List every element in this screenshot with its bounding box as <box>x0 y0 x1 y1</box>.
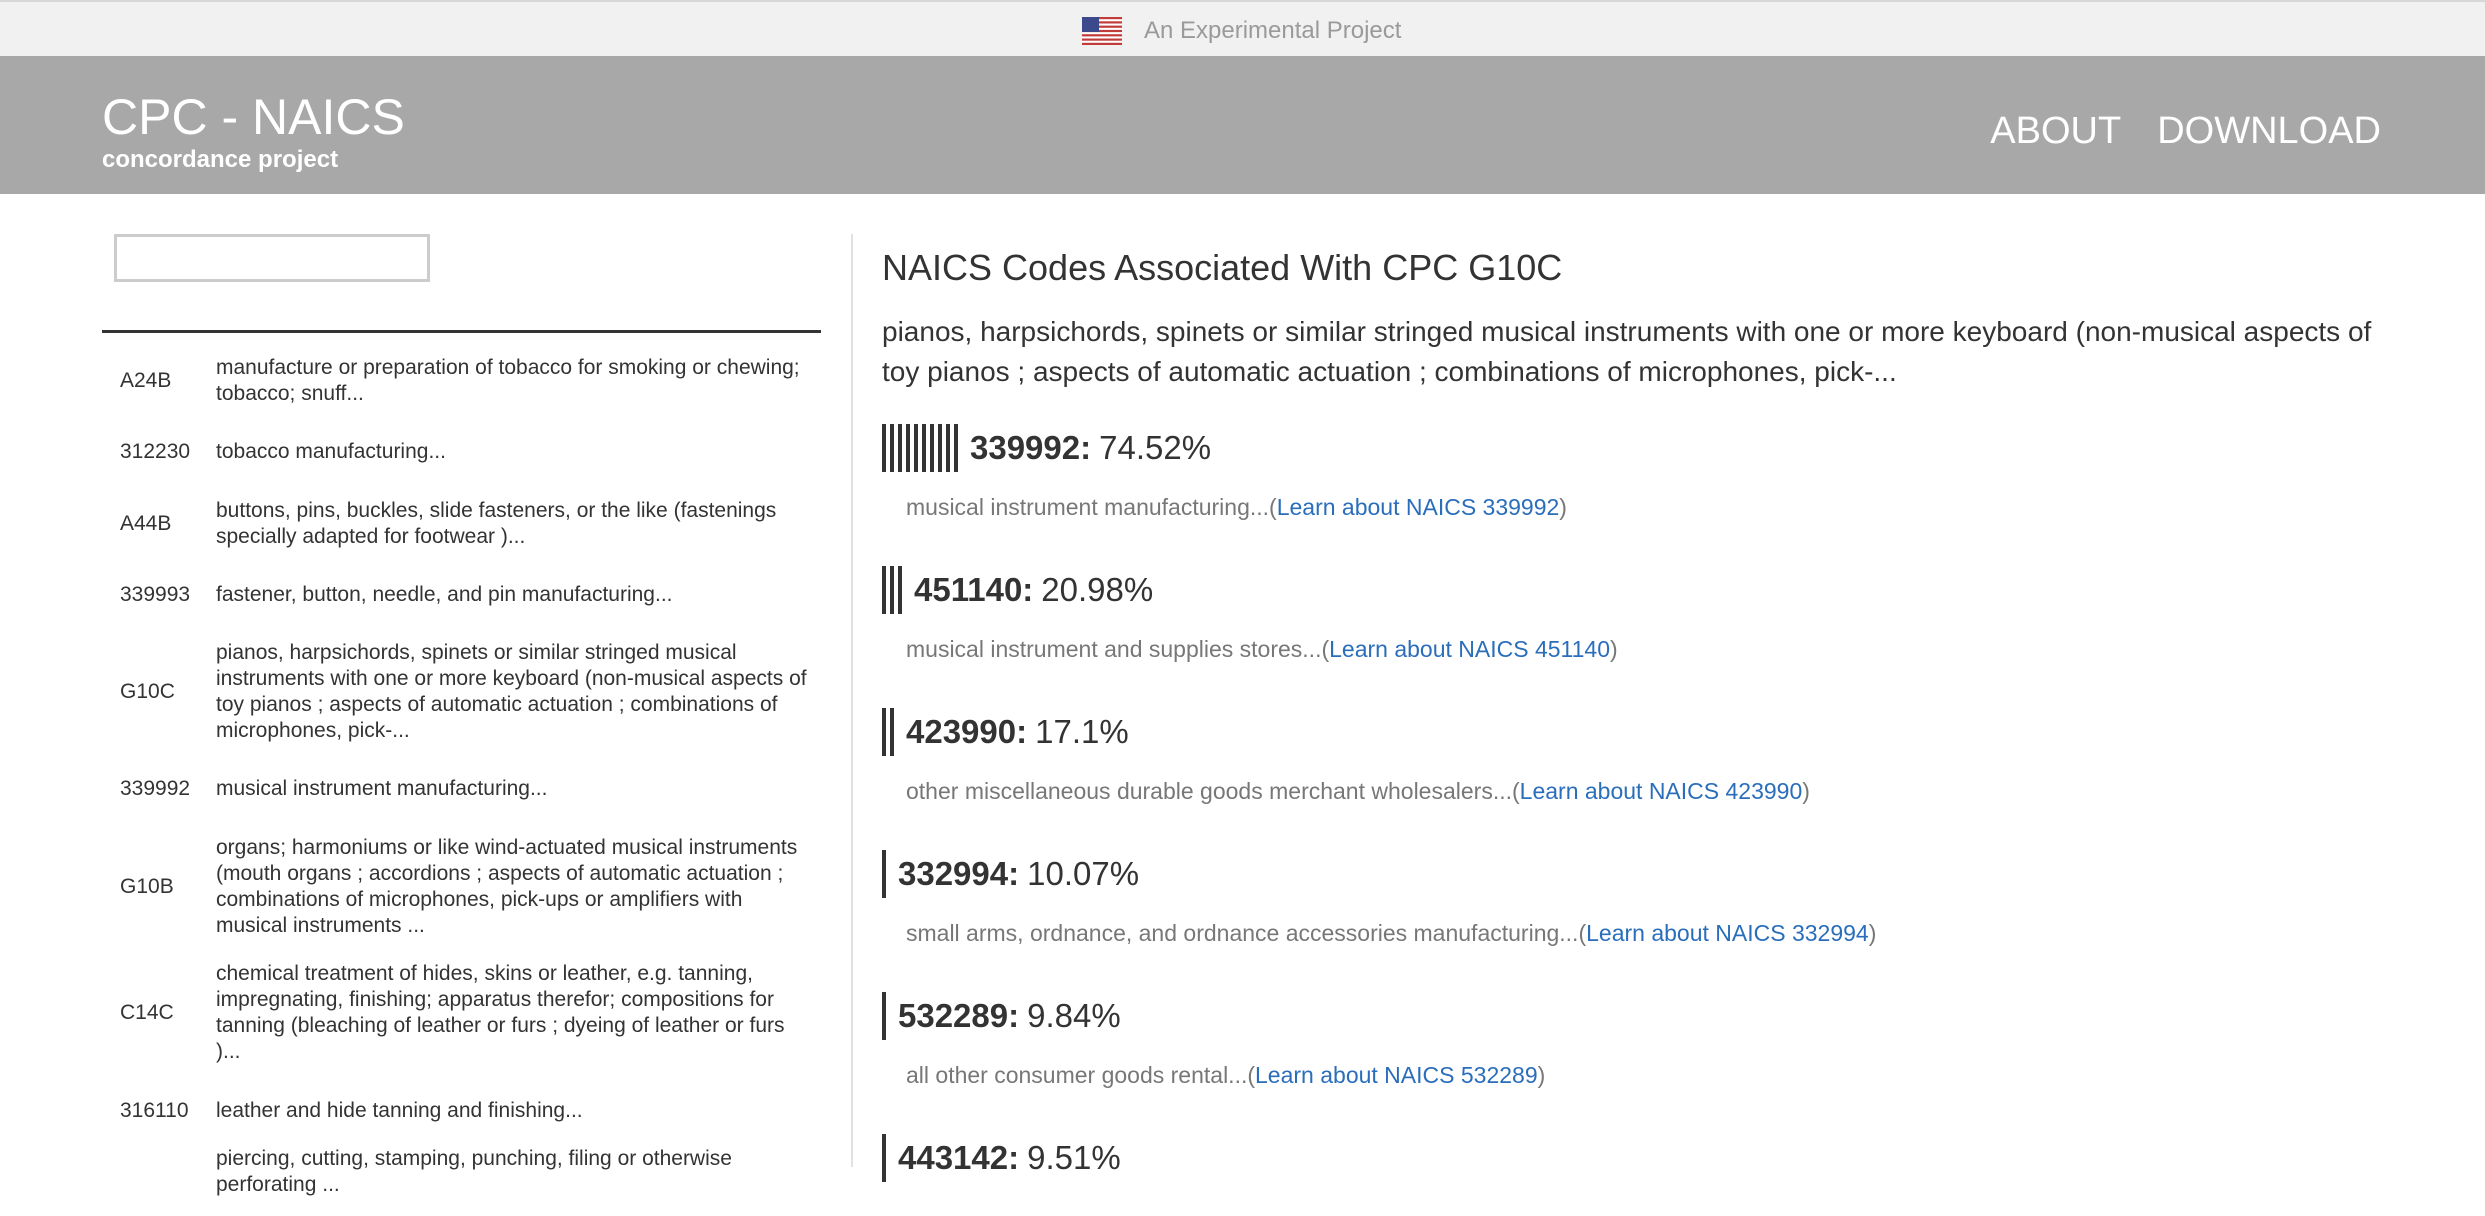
share-bar-tick <box>922 424 926 472</box>
share-bar-tick <box>946 424 950 472</box>
site-header <box>0 56 2485 194</box>
list-item[interactable] <box>102 630 821 754</box>
list-item-desc: organs; harmoniums or like wind-actuated musical instruments (mouth organs ; accordions ; aspects of automatic actuation ; combinations of microphones, pick-ups or amplifiers with musical instruments ... <box>216 836 798 937</box>
page-title: NAICS Codes Associated With CPC G10C <box>882 247 1563 288</box>
main-nav <box>1954 112 2381 150</box>
share-bars <box>882 850 890 898</box>
learn-about-link[interactable]: Learn about NAICS 339992 <box>1276 494 1560 520</box>
list-item[interactable] <box>102 754 821 824</box>
result-header <box>882 708 1129 756</box>
share-bar-tick <box>882 1134 886 1182</box>
list-item[interactable] <box>102 560 821 630</box>
us-flag-icon <box>1082 17 1122 45</box>
share-bar-tick <box>890 708 894 756</box>
list-item-code: 312230 <box>120 440 191 463</box>
result-description <box>906 920 1876 947</box>
result-desc-text: musical instrument manufacturing...( <box>906 494 1277 520</box>
result-desc-close: ) <box>1537 1062 1546 1088</box>
list-item[interactable] <box>102 346 821 416</box>
list-item-code: A24B <box>120 369 172 392</box>
list-item[interactable] <box>102 416 821 488</box>
list-item-desc: buttons, pins, buckles, slide fasteners, or the like (fastenings specially adapted for footwear )... <box>216 499 777 548</box>
list-item-code: C14C <box>120 1001 174 1024</box>
result-code: 332994: <box>898 855 1020 892</box>
list-item-code: 339992 <box>120 777 191 800</box>
result-desc-text: musical instrument and supplies stores...( <box>906 636 1330 662</box>
list-item-desc: pianos, harpsichords, spinets or similar stringed musical instruments with one or more keyboard (non-musical aspects of toy pianos ; aspects of automatic actuation ; combinations of microphones, pick-... <box>216 641 807 742</box>
share-bar-tick <box>954 424 958 472</box>
result-percent: 20.98% <box>1041 571 1154 608</box>
site-title[interactable]: CPC - NAICS <box>102 89 405 145</box>
list-item[interactable] <box>102 824 821 950</box>
result-percent: 9.84% <box>1027 997 1121 1034</box>
nav-download-link[interactable]: DOWNLOAD <box>2157 110 2381 152</box>
learn-about-link[interactable]: Learn about NAICS 423990 <box>1519 778 1803 804</box>
result-desc-text: small arms, ordnance, and ordnance accessories manufacturing...( <box>906 920 1587 946</box>
share-bar-tick <box>890 566 894 614</box>
result-header <box>882 992 1121 1040</box>
result-desc-close: ) <box>1802 778 1810 804</box>
result-header <box>882 566 1153 614</box>
result-item <box>882 566 1618 662</box>
result-item <box>882 1134 1121 1182</box>
list-item-code: 316110 <box>120 1099 189 1122</box>
code-list <box>102 346 821 1216</box>
list-item[interactable] <box>102 1146 821 1216</box>
list-item-desc: leather and hide tanning and finishing... <box>216 1099 583 1122</box>
result-code: 443142: <box>898 1139 1020 1176</box>
list-item-desc: tobacco manufacturing... <box>216 440 446 463</box>
result-desc-close: ) <box>1559 494 1567 520</box>
share-bar-tick <box>898 424 902 472</box>
panel-divider <box>851 234 853 1167</box>
result-item <box>882 850 1877 946</box>
result-desc-text: all other consumer goods rental...( <box>906 1062 1256 1088</box>
result-percent: 10.07% <box>1027 855 1140 892</box>
list-item[interactable] <box>102 488 821 560</box>
list-item-code: A44B <box>120 512 172 535</box>
share-bars <box>882 424 962 472</box>
share-bars <box>882 708 898 756</box>
cpc-description: pianos, harpsichords, spinets or similar stringed musical instruments with one or more keyboard (non-musical aspects of toy pianos ; aspects of automatic actuation ; combinations of microphones, pick-... <box>882 316 2372 387</box>
left-panel <box>102 194 821 1196</box>
share-bars <box>882 566 906 614</box>
search-input[interactable] <box>114 234 430 282</box>
result-desc-close: ) <box>1610 636 1618 662</box>
result-header <box>882 850 1139 898</box>
list-item-desc: fastener, button, needle, and pin manufacturing... <box>216 583 673 606</box>
result-description <box>906 636 1618 663</box>
result-percent: 9.51% <box>1027 1139 1121 1176</box>
result-description <box>906 1062 1545 1089</box>
share-bar-tick <box>938 424 942 472</box>
share-bar-tick <box>914 424 918 472</box>
result-header <box>882 1134 1121 1182</box>
list-item-desc: musical instrument manufacturing... <box>216 777 548 800</box>
list-item-desc: manufacture or preparation of tobacco for smoking or chewing; tobacco; snuff... <box>216 356 800 405</box>
result-desc-text: other miscellaneous durable goods merchant wholesalers...( <box>906 778 1520 804</box>
share-bar-tick <box>882 850 886 898</box>
nav-about-link[interactable]: ABOUT <box>1990 110 2122 152</box>
result-item <box>882 992 1546 1088</box>
learn-about-link[interactable]: Learn about NAICS 532289 <box>1255 1062 1538 1088</box>
share-bar-tick <box>906 424 910 472</box>
result-item <box>882 424 1567 520</box>
list-item[interactable] <box>102 950 821 1076</box>
share-bar-tick <box>890 424 894 472</box>
list-item-code: 339993 <box>120 583 191 606</box>
banner-content <box>1082 16 1401 46</box>
result-code: 339992: <box>970 429 1092 466</box>
share-bar-tick <box>882 708 886 756</box>
result-header <box>882 424 1211 472</box>
learn-about-link[interactable]: Learn about NAICS 451140 <box>1329 636 1611 662</box>
result-percent: 17.1% <box>1035 713 1129 750</box>
learn-about-link[interactable]: Learn about NAICS 332994 <box>1586 920 1869 946</box>
site-subtitle: concordance project <box>102 146 339 173</box>
share-bar-tick <box>882 992 886 1040</box>
list-item-code: G10B <box>120 875 174 898</box>
share-bars <box>882 1134 890 1182</box>
result-code: 451140: <box>914 571 1034 608</box>
share-bars <box>882 992 890 1040</box>
list-item-desc: piercing, cutting, stamping, punching, filing or otherwise perforating ... <box>216 1147 732 1196</box>
share-bar-tick <box>898 566 902 614</box>
result-description <box>906 494 1567 521</box>
list-item-code: G10C <box>120 680 175 703</box>
share-bar-tick <box>930 424 934 472</box>
result-desc-close: ) <box>1868 920 1877 946</box>
result-percent: 74.52% <box>1099 429 1212 466</box>
result-item <box>882 708 1810 804</box>
banner-text: An Experimental Project <box>1144 17 1402 44</box>
share-bar-tick <box>882 566 886 614</box>
share-bar-tick <box>882 424 886 472</box>
list-item-desc: chemical treatment of hides, skins or leather, e.g. tanning, impregnating, finishing; apparatus therefor; compositions for tanning (bleaching of leather or furs ; dyeing of leather or furs )... <box>216 962 785 1063</box>
result-code: 532289: <box>898 997 1020 1034</box>
result-code: 423990: <box>906 713 1028 750</box>
list-divider <box>102 330 821 333</box>
experimental-banner <box>0 0 2485 56</box>
list-item[interactable] <box>102 1076 821 1146</box>
result-description <box>906 778 1810 805</box>
